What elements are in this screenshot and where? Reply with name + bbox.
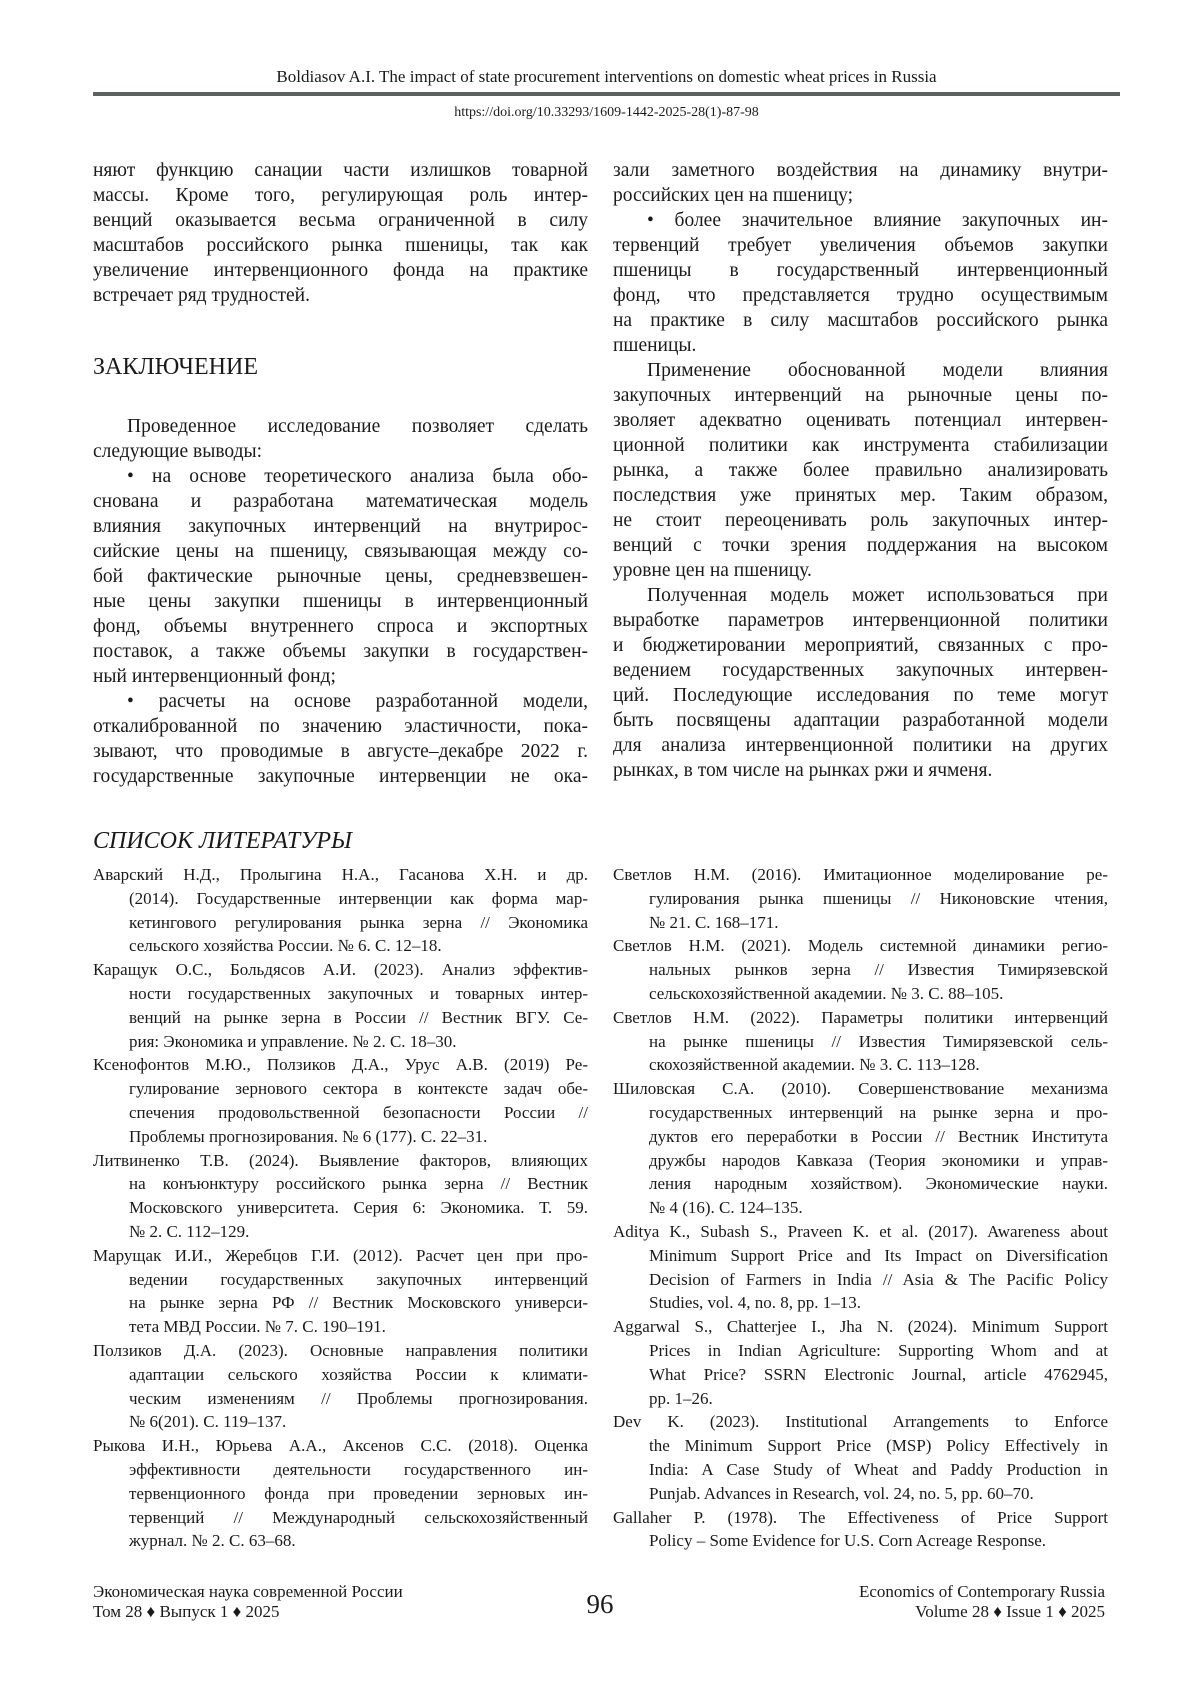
reference-item bbox=[613, 1220, 1108, 1315]
header-rule bbox=[93, 92, 1120, 96]
reference-item bbox=[613, 1410, 1108, 1505]
text-line: поставок, а также объемы закупки в государствен- bbox=[93, 639, 588, 664]
reference-line: Aditya K., Subash S., Praveen K. et al. (2017). Awareness about bbox=[613, 1220, 1108, 1244]
reference-line: Minimum Support Price and Its Impact on Diversification bbox=[613, 1244, 1108, 1268]
text-line: откалиброванной по значению эластичности, пока- bbox=[93, 714, 588, 739]
reference-item bbox=[613, 1077, 1108, 1220]
reference-line: адаптации сельского хозяйства России к климати- bbox=[93, 1363, 588, 1387]
text-line: бой фактические рыночные цены, средневзвешен- bbox=[93, 564, 588, 589]
text-line: зволяет адекватно оценивать потенциал интервен- bbox=[613, 408, 1108, 433]
text-line: уровне цен на пшеницу. bbox=[613, 558, 1108, 583]
paragraph bbox=[613, 583, 1108, 783]
reference-item bbox=[93, 1339, 588, 1434]
reference-line: India: A Case Study of Wheat and Paddy Production in bbox=[613, 1458, 1108, 1482]
text-line: зывают, что проводимые в августе–декабре 2022 г. bbox=[93, 739, 588, 764]
text-line: ные цены закупки пшеницы в интервенционный bbox=[93, 589, 588, 614]
text-line: выработке параметров интервенционной политики bbox=[613, 608, 1108, 633]
footer-right bbox=[859, 1582, 1105, 1622]
reference-line: нальных рынков зерна // Известия Тимирязевской bbox=[613, 958, 1108, 982]
text-line: быть посвящены адаптации разработанной модели bbox=[613, 708, 1108, 733]
reference-line: pp. 1–26. bbox=[613, 1387, 1108, 1411]
text-line: фонд, что представляется трудно осуществимым bbox=[613, 283, 1108, 308]
reference-line: ления народным хозяйством). Экономические науки. bbox=[613, 1172, 1108, 1196]
reference-line: Московского университета. Серия 6: Экономика. Т. 59. bbox=[93, 1196, 588, 1220]
reference-line: Светлов Н.М. (2016). Имитационное моделирование ре- bbox=[613, 863, 1108, 887]
text-line: влияния закупочных интервенций на внутрирос- bbox=[93, 514, 588, 539]
reference-line: № 4 (16). С. 124–135. bbox=[613, 1196, 1108, 1220]
reference-line: тервенций // Международный сельскохозяйственный bbox=[93, 1506, 588, 1530]
text-line: Применение обоснованной модели влияния bbox=[613, 358, 1108, 383]
paragraph bbox=[613, 158, 1108, 208]
reference-item bbox=[613, 1315, 1108, 1410]
text-line: ционной политики как инструмента стабилизации bbox=[613, 433, 1108, 458]
text-line: не стоит переоценивать роль закупочных интер- bbox=[613, 508, 1108, 533]
reference-item bbox=[93, 863, 588, 958]
text-line: и бюджетировании мероприятий, связанных с про- bbox=[613, 633, 1108, 658]
reference-line: на конъюнктуру российского рынка зерна // Вестник bbox=[93, 1172, 588, 1196]
reference-line: тервенционного фонда при проведении зерновых ин- bbox=[93, 1482, 588, 1506]
reference-line: Punjab. Advances in Research, vol. 24, no. 5, pp. 60–70. bbox=[613, 1482, 1108, 1506]
reference-line: № 2. С. 112–129. bbox=[93, 1220, 588, 1244]
reference-line: Gallaher P. (1978). The Effectiveness of Price Support bbox=[613, 1506, 1108, 1530]
reference-line: Светлов Н.М. (2022). Параметры политики интервенций bbox=[613, 1006, 1108, 1030]
reference-line: гулирования рынка пшеницы // Никоновские чтения, bbox=[613, 887, 1108, 911]
text-line: рынка, а также более правильно анализировать bbox=[613, 458, 1108, 483]
reference-line: Ползиков Д.А. (2023). Основные направления политики bbox=[93, 1339, 588, 1363]
reference-line: журнал. № 2. С. 63–68. bbox=[93, 1529, 588, 1553]
text-line: последствия уже принятых мер. Таким образом, bbox=[613, 483, 1108, 508]
text-line: венций с точки зрения поддержания на высоком bbox=[613, 533, 1108, 558]
text-line: фонд, объемы внутреннего спроса и экспортных bbox=[93, 614, 588, 639]
reference-line: Decision of Farmers in India // Asia & The Pacific Policy bbox=[613, 1268, 1108, 1292]
text-line: масштабов российского рынка пшеницы, так как bbox=[93, 233, 588, 258]
references-right-column bbox=[613, 863, 1108, 1553]
reference-line: ведении государственных закупочных интервенций bbox=[93, 1268, 588, 1292]
text-line: сийские цены на пшеницу, связывающая между со- bbox=[93, 539, 588, 564]
reference-item bbox=[93, 1434, 588, 1553]
reference-line: гулирование зернового сектора в контексте задач обе- bbox=[93, 1077, 588, 1101]
reference-line: Рыкова И.Н., Юрьева А.А., Аксенов С.С. (2018). Оценка bbox=[93, 1434, 588, 1458]
left-column-text-top bbox=[93, 158, 588, 308]
text-line: зали заметного воздействия на динамику внутри- bbox=[613, 158, 1108, 183]
reference-item bbox=[613, 1506, 1108, 1554]
text-line: ведением государственных закупочных интервен- bbox=[613, 658, 1108, 683]
paragraph bbox=[613, 358, 1108, 583]
text-line: ный интервенционный фонд; bbox=[93, 664, 588, 689]
conclusion-heading: ЗАКЛЮЧЕНИЕ bbox=[93, 352, 258, 382]
page-number: 96 bbox=[540, 1588, 660, 1620]
reference-item bbox=[613, 863, 1108, 934]
footer-issue-en: Volume 28 ♦ Issue 1 ♦ 2025 bbox=[859, 1602, 1105, 1622]
text-line: няют функцию санации части излишков товарной bbox=[93, 158, 588, 183]
reference-line: ности государственных закупочных и товарных интер- bbox=[93, 982, 588, 1006]
reference-line: тета МВД России. № 7. С. 190–191. bbox=[93, 1315, 588, 1339]
text-line: Проведенное исследование позволяет сделать bbox=[93, 414, 588, 439]
bullet-item bbox=[93, 689, 588, 789]
reference-line: государственных интервенций на рынке зерна и про- bbox=[613, 1101, 1108, 1125]
reference-line: сельскохозяйственной академии. № 3. С. 88–105. bbox=[613, 982, 1108, 1006]
running-title: Boldiasov A.I. The impact of state procurement interventions on domestic wheat prices in Russia bbox=[93, 66, 1120, 88]
reference-line: Проблемы прогнозирования. № 6 (177). С. 22–31. bbox=[93, 1125, 588, 1149]
reference-line: скохозяйственной академии. № 3. С. 113–128. bbox=[613, 1053, 1108, 1077]
reference-line: Dev K. (2023). Institutional Arrangements to Enforce bbox=[613, 1410, 1108, 1434]
footer-journal-ru: Экономическая наука современной России bbox=[93, 1582, 403, 1602]
doi-link[interactable]: https://doi.org/10.33293/1609-1442-2025-28(1)-87-98 bbox=[93, 104, 1120, 122]
text-line: Полученная модель может использоваться при bbox=[613, 583, 1108, 608]
reference-line: Ксенофонтов М.Ю., Ползиков Д.А., Урус А.В. (2019) Ре- bbox=[93, 1053, 588, 1077]
references-left-column bbox=[93, 863, 588, 1553]
text-line: следующие выводы: bbox=[93, 439, 588, 464]
reference-line: спечения продовольственной безопасности России // bbox=[93, 1101, 588, 1125]
text-line: ций. Последующие исследования по теме могут bbox=[613, 683, 1108, 708]
text-line: тервенций требует увеличения объемов закупки bbox=[613, 233, 1108, 258]
text-line: • на основе теоретического анализа была обо- bbox=[93, 464, 588, 489]
text-line: государственные закупочные интервенции не ока- bbox=[93, 764, 588, 789]
reference-item bbox=[613, 1006, 1108, 1077]
text-line: • более значительное влияние закупочных ин- bbox=[613, 208, 1108, 233]
reference-line: Каращук О.С., Больдясов А.И. (2023). Анализ эффектив- bbox=[93, 958, 588, 982]
reference-item bbox=[93, 1149, 588, 1244]
reference-line: Шиловская С.А. (2010). Совершенствование механизма bbox=[613, 1077, 1108, 1101]
text-line: венций оказывается весьма ограниченной в силу bbox=[93, 208, 588, 233]
reference-item bbox=[93, 958, 588, 1053]
text-line: закупочных интервенций на рыночные цены по- bbox=[613, 383, 1108, 408]
reference-line: ческим изменениям // Проблемы прогнозирования. bbox=[93, 1387, 588, 1411]
footer-issue-ru: Том 28 ♦ Выпуск 1 ♦ 2025 bbox=[93, 1602, 403, 1622]
left-column-text-conclusion bbox=[93, 414, 588, 789]
reference-line: рия: Экономика и управление. № 2. С. 18–30. bbox=[93, 1030, 588, 1054]
reference-line: (2014). Государственные интервенции как форма мар- bbox=[93, 887, 588, 911]
reference-line: № 6(201). С. 119–137. bbox=[93, 1410, 588, 1434]
footer-left bbox=[93, 1582, 403, 1622]
reference-line: № 21. С. 168–171. bbox=[613, 911, 1108, 935]
reference-line: дуктов его переработки в России // Вестник Института bbox=[613, 1125, 1108, 1149]
reference-line: Policy – Some Evidence for U.S. Corn Acreage Response. bbox=[613, 1529, 1108, 1553]
right-column-text bbox=[613, 158, 1108, 783]
bullet-item bbox=[93, 464, 588, 689]
reference-line: на рынке пшеницы // Известия Тимирязевской сель- bbox=[613, 1030, 1108, 1054]
reference-line: эффективности деятельности государственного ин- bbox=[93, 1458, 588, 1482]
reference-item bbox=[613, 934, 1108, 1005]
text-line: • расчеты на основе разработанной модели, bbox=[93, 689, 588, 714]
bullet-item bbox=[613, 208, 1108, 358]
references-heading: СПИСОК ЛИТЕРАТУРЫ bbox=[93, 826, 352, 856]
reference-line: венций на рынке зерна в России // Вестник ВГУ. Се- bbox=[93, 1006, 588, 1030]
reference-item bbox=[93, 1244, 588, 1339]
reference-line: Prices in Indian Agriculture: Supporting Whom and at bbox=[613, 1339, 1108, 1363]
reference-line: кетингового регулирования рынка зерна // Экономика bbox=[93, 911, 588, 935]
reference-line: дружбы народов Кавказа (Теория экономики и управ- bbox=[613, 1149, 1108, 1173]
reference-line: Литвиненко Т.В. (2024). Выявление факторов, влияющих bbox=[93, 1149, 588, 1173]
reference-line: Studies, vol. 4, no. 8, pp. 1–13. bbox=[613, 1291, 1108, 1315]
text-line: для анализа интервенционной политики на других bbox=[613, 733, 1108, 758]
text-line: пшеницы. bbox=[613, 333, 1108, 358]
text-line: встречает ряд трудностей. bbox=[93, 283, 588, 308]
reference-line: Aggarwal S., Chatterjee I., Jha N. (2024). Minimum Support bbox=[613, 1315, 1108, 1339]
reference-item bbox=[93, 1053, 588, 1148]
text-line: российских цен на пшеницу; bbox=[613, 183, 1108, 208]
text-line: на практике в силу масштабов российского рынка bbox=[613, 308, 1108, 333]
text-line: массы. Кроме того, регулирующая роль интер- bbox=[93, 183, 588, 208]
reference-line: сельского хозяйства России. № 6. С. 12–18. bbox=[93, 934, 588, 958]
reference-line: What Price? SSRN Electronic Journal, article 4762945, bbox=[613, 1363, 1108, 1387]
reference-line: the Minimum Support Price (MSP) Policy Effectively in bbox=[613, 1434, 1108, 1458]
reference-line: на рынке зерна РФ // Вестник Московского универси- bbox=[93, 1291, 588, 1315]
reference-line: Аварский Н.Д., Пролыгина Н.А., Гасанова Х.Н. и др. bbox=[93, 863, 588, 887]
reference-line: Светлов Н.М. (2021). Модель системной динамики регио- bbox=[613, 934, 1108, 958]
paragraph bbox=[93, 158, 588, 308]
text-line: увеличение интервенционного фонда на практике bbox=[93, 258, 588, 283]
text-line: пшеницы в государственный интервенционный bbox=[613, 258, 1108, 283]
paragraph bbox=[93, 414, 588, 464]
footer-journal-en: Economics of Contemporary Russia bbox=[859, 1582, 1105, 1602]
text-line: снована и разработана математическая модель bbox=[93, 489, 588, 514]
reference-line: Марущак И.И., Жеребцов Г.И. (2012). Расчет цен при про- bbox=[93, 1244, 588, 1268]
text-line: рынках, в том числе на рынках ржи и ячменя. bbox=[613, 758, 1108, 783]
